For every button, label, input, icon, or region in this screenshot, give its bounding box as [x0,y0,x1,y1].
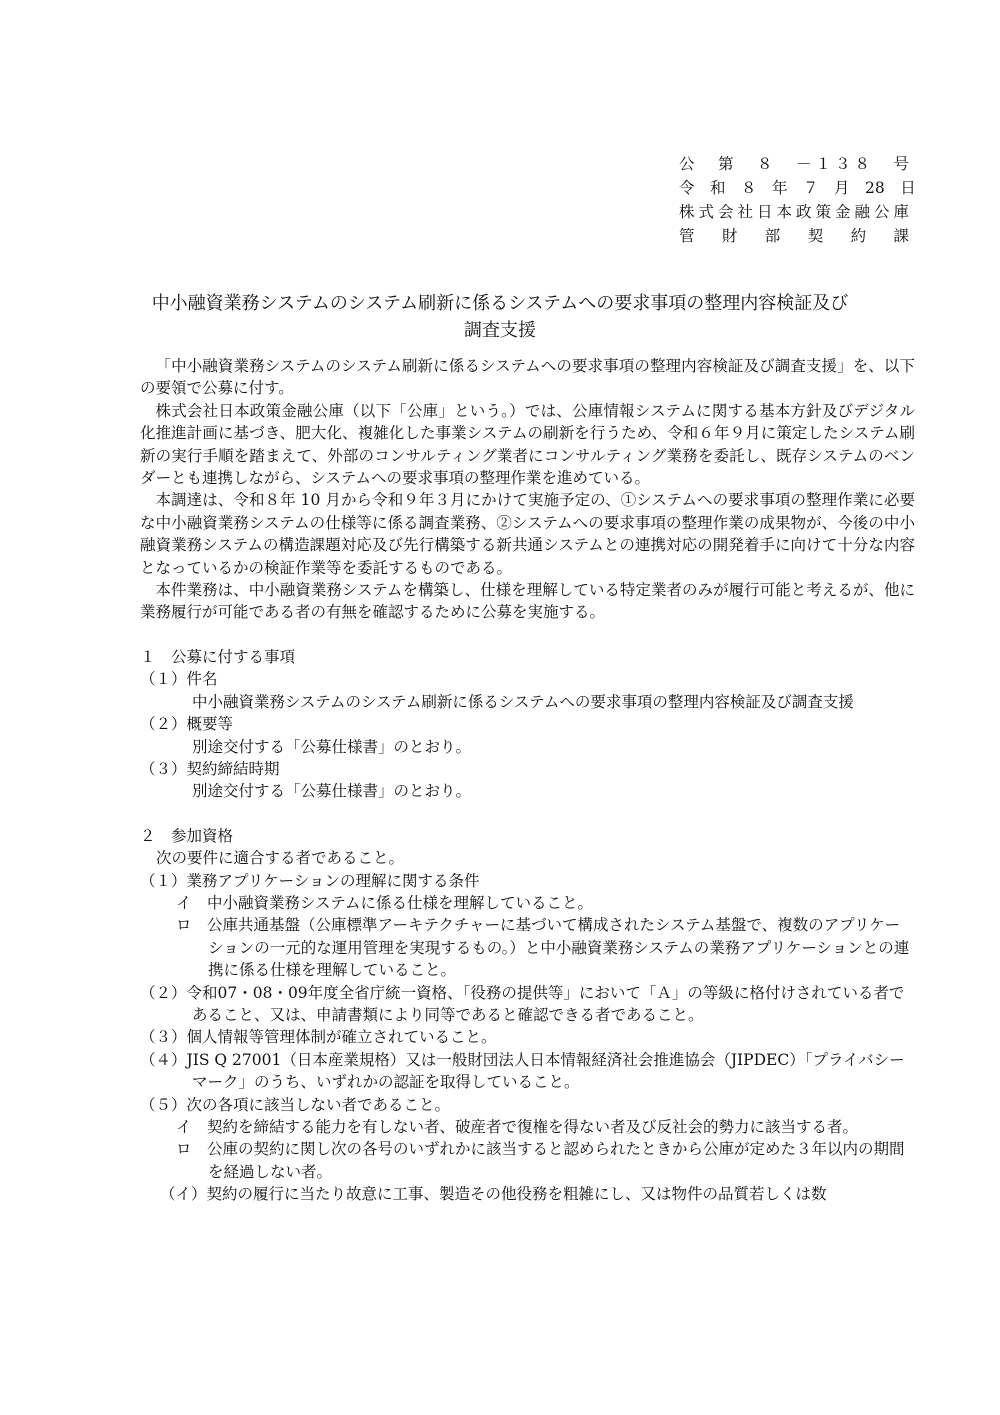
section-2-item-1-ro: ロ 公庫共通基盤（公庫標準アーキテクチャーに基づいて構成されたシステム基盤で、複数のアプリケーションの一元的な運用管理を実現するもの。）と中小融資業務システムの業務アプリケーションとの連携に係る仕様を理解していること。 [176,916,910,980]
section-2-item-5-label: （５）次の各項に該当しない者であること。 [140,1095,451,1114]
section-2-item-1-i: イ 中小融資業務システムに係る仕様を理解していること。 [176,893,593,912]
title-line-1: 中小融資業務システムのシステム刷新に係るシステムへの要求事項の整理内容検証及び [151,293,849,314]
document-header [679,152,916,248]
issuer-organization: 株式会社日本政策金融公庫 [679,203,909,221]
document-number: 公 第 ８ －１３８ 号 [679,155,909,173]
section-2-lead: 次の要件に適合する者であること。 [156,849,405,868]
section-1-item-2-label: （２）概要等 [140,715,234,734]
issuer-department: 管 財 部 契 約 課 [679,227,909,245]
section-2-item-2: （２）令和07・08・09年度全省庁統一資格、「役務の提供等」において「Ａ」の等級に格付けされている者であること、又は、申請書類により同等であると確認できる者であること。 [140,983,905,1024]
section-1-item-1-text: 中小融資業務システムのシステム刷新に係るシステムへの要求事項の整理内容検証及び調査支援 [192,692,854,711]
document-title [90,290,910,344]
section-1-item-2-text: 別途交付する「公募仕様書」のとおり。 [192,737,472,756]
section-1-item-1-label: （１）件名 [140,670,218,689]
intro-paragraph-3: 本調達は、令和８年 10 月から令和９年３月にかけて実施予定の、①システムへの要求事項の整理作業に必要な中小融資業務システムの仕様等に係る調査業務、②システムへの要求事項の整理作業の成果物が、今後の中小融資業務システムの構造課題対応及び先行構築する新共通システムとの連携対応の開発着手に向けて十分な内容となっているかの検証作業等を委託するものである。 [140,491,915,577]
intro-paragraph-4: 本件業務は、中小融資業務システムを構築し、仕様を理解している特定業者のみが履行可能と考えるが、他に業務履行が可能である者の有無を確認するために公募を実施する。 [140,581,915,622]
title-line-2: 調査支援 [464,320,536,341]
section-1-heading: １ 公募に付する事項 [140,647,296,666]
section-2-heading: ２ 参加資格 [140,826,234,845]
intro-paragraph-2: 株式会社日本政策金融公庫（以下「公庫」という。）では、公庫情報システムに関する基本方針及びデジタル化推進計画に基づき、肥大化、複雑化した事業システムの刷新を行うため、令和６年９月に策定したシステム刷新の実行手順を踏まえて、外部のコンサルティング業者にコンサルティング業務を委託し、既存システムのベンダーとも連携しながら、システムへの要求事項の整理作業を進めている。 [140,401,915,488]
document-date: 令 和 ８ 年 ７ 月 28 日 [679,179,916,197]
document-body [140,355,915,1206]
intro-paragraph-1: 「中小融資業務システムのシステム刷新に係るシステムへの要求事項の整理内容検証及び調査支援」を、以下の要領で公募に付す。 [140,357,915,398]
section-1-item-3-text: 別途交付する「公募仕様書」のとおり。 [192,782,472,801]
section-2-item-5-i: イ 契約を締結する能力を有しない者、破産者で復権を得ない者及び反社会的勢力に該当する者。 [176,1118,859,1136]
section-2-item-5-ro-a: （イ）契約の履行に当たり故意に工事、製造その他役務を粗雑にし、又は物件の品質若しくは数 [160,1185,827,1204]
section-2-item-1-label: （１）業務アプリケーションの理解に関する条件 [140,871,480,890]
section-1-item-3-label: （３）契約締結時期 [140,759,280,778]
section-2-item-3: （３）個人情報等管理体制が確立されていること。 [140,1028,497,1047]
section-2-item-4: （４）JIS Q 27001（日本産業規格）又は一般財団法人日本情報経済社会推進協会（JIPDEC）「プライバシーマーク」のうち、いずれかの認証を取得していること。 [140,1050,905,1092]
section-2-item-5-ro: ロ 公庫の契約に関し次の各号のいずれかに該当すると認められたときから公庫が定めた３年以内の期間を経過しない者。 [176,1140,905,1181]
